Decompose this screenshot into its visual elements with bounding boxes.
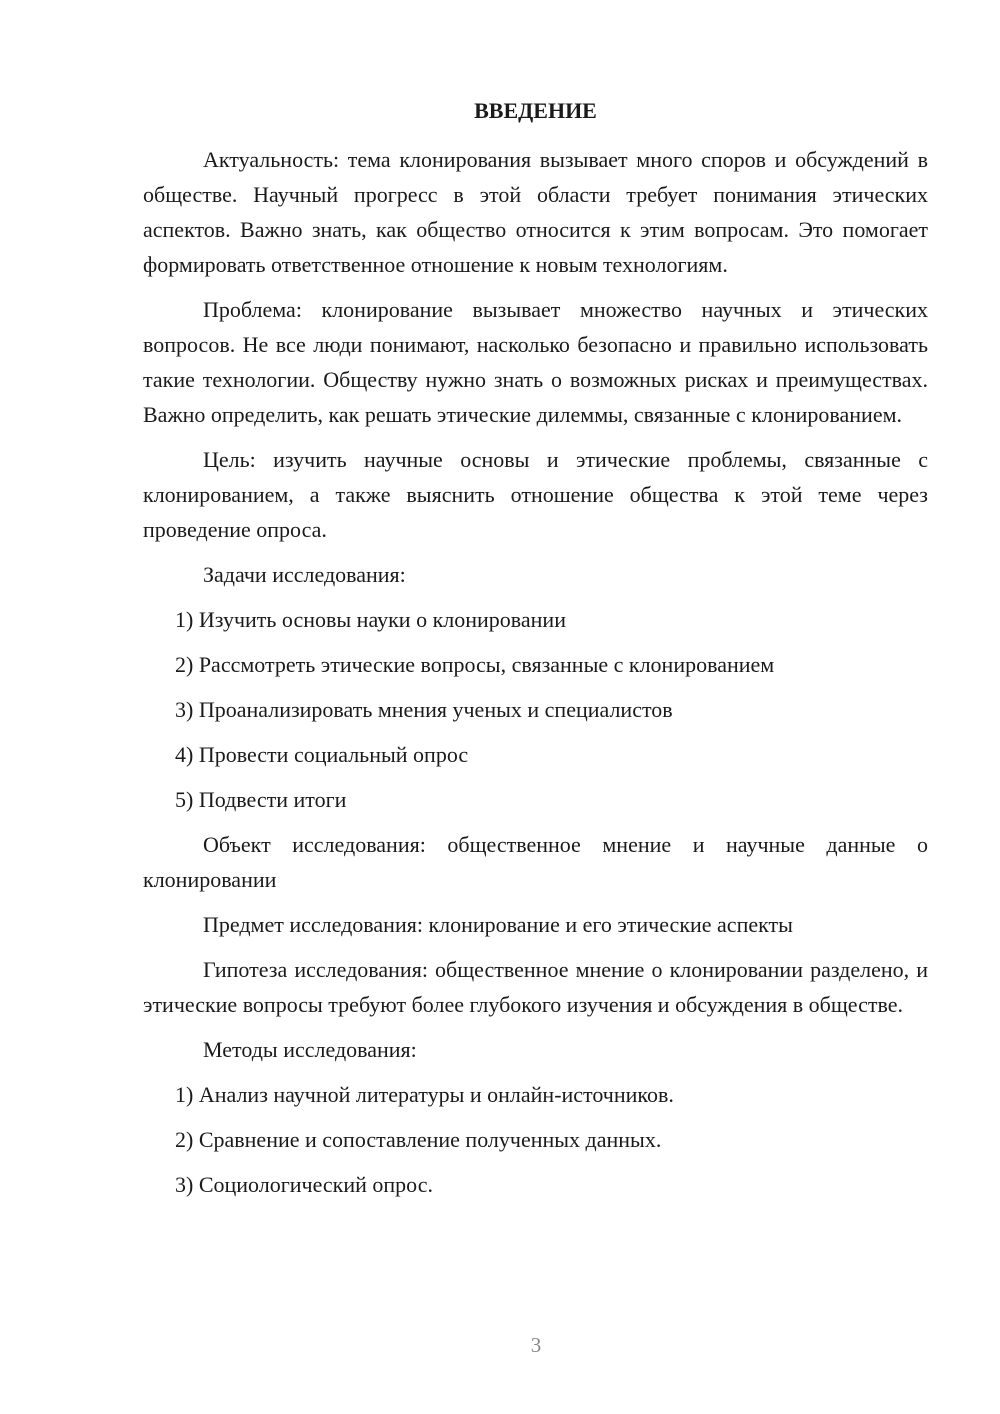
- subject-paragraph: Предмет исследования: клонирование и его этические аспекты: [203, 912, 793, 937]
- problem-paragraph: Проблема: клонирование вызывает множество научных и этических вопросов. Не все люди понимают, насколько безопасно и правильно использовать такие технологии. Обществу нужно знать о возможных рисках и преимуществах. Важно определить, как решать этические дилеммы, связанные с клонированием.: [143, 297, 928, 427]
- list-item: 5) Подвести итоги: [175, 787, 347, 812]
- object-paragraph: Объект исследования: общественное мнение и научные данные о клонировании: [143, 832, 928, 892]
- list-item: 3) Проанализировать мнения ученых и специалистов: [175, 697, 673, 722]
- methods-heading: Методы исследования:: [203, 1037, 417, 1062]
- list-item: 2) Сравнение и сопоставление полученных данных.: [175, 1127, 662, 1152]
- tasks-heading: Задачи исследования:: [203, 562, 406, 587]
- page-number: 3: [530, 1333, 542, 1357]
- list-item: 1) Анализ научной литературы и онлайн-источников.: [175, 1082, 674, 1107]
- list-item: 3) Социологический опрос.: [175, 1172, 433, 1197]
- methods-list: [143, 1077, 928, 1202]
- list-item: 2) Рассмотреть этические вопросы, связанные с клонированием: [175, 652, 775, 677]
- relevance-paragraph: Актуальность: тема клонирования вызывает много споров и обсуждений в обществе. Научный прогресс в этой области требует понимания этических аспектов. Важно знать, как общество относится к этим вопросам. Это помогает формировать ответственное отношение к новым технологиям.: [143, 147, 928, 277]
- list-item: 4) Провести социальный опрос: [175, 742, 469, 767]
- tasks-list: [143, 602, 928, 817]
- list-item: 1) Изучить основы науки о клонировании: [175, 607, 566, 632]
- goal-paragraph: Цель: изучить научные основы и этические проблемы, связанные с клонированием, а также выяснить отношение общества к этой теме через проведение опроса.: [143, 447, 928, 542]
- hypothesis-paragraph: Гипотеза исследования: общественное мнение о клонировании разделено, и этические вопросы требуют более глубокого изучения и обсуждения в обществе.: [143, 957, 928, 1017]
- page-content: [143, 96, 928, 1212]
- page-title: ВВЕДЕНИЕ: [474, 98, 597, 123]
